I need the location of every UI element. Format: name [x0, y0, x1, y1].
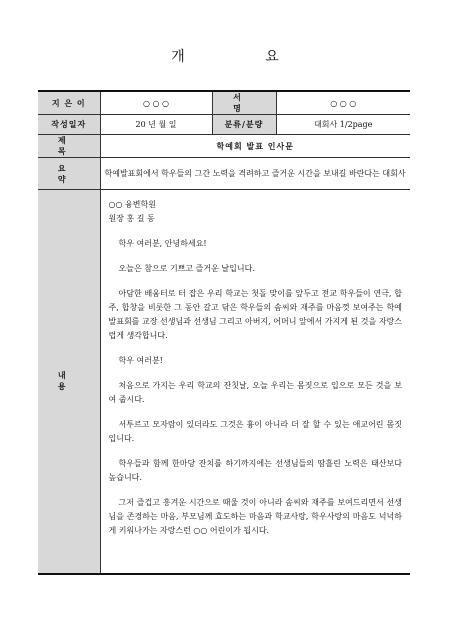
reader-label: 서 명: [212, 91, 276, 115]
content-paragraph: 처음으로 가지는 우리 학교의 잔칫날, 오늘 우리는 몸짓으로 입으로 모든 것을 보여 줍시다.: [108, 381, 402, 404]
subject-value: 학예회 발표 인사문: [100, 135, 410, 158]
date-row: [38, 115, 410, 135]
category-value: 대회사 1/2page: [276, 115, 410, 135]
reader-value: ○ ○ ○: [276, 91, 410, 115]
document-title: 개 요: [171, 49, 317, 65]
category-label: 분류/분량: [212, 115, 276, 135]
content-row: [38, 190, 410, 574]
content-paragraph: 그저 즐겁고 흥겨운 시간으로 때울 것이 아니라 솜씨와 재주를 보여드리면서 선생님을 존경하는 마음, 부모님께 효도하는 마음과 학교사랑, 학우사랑의 마음도 넉넉하게 키워나가는 자랑스런 ○○ 어린이가 됩시다.: [108, 498, 402, 535]
subject-row: [38, 135, 410, 158]
content-paragraph: 학우 여러분, 안녕하세요!: [118, 239, 207, 248]
content-org-line: ○○ 융변학원: [108, 200, 156, 209]
date-label: 작성일자: [38, 115, 100, 135]
summary-row: [38, 158, 410, 190]
summary-value: 학예발표회에서 학우들의 그간 노력을 격려하고 즐거운 시간을 보내길 바란다는 대회사: [100, 158, 410, 190]
content-paragraph: 학우들과 함께 한마당 잔치를 하기까지에는 선생님들의 땀흘린 노력은 태산보다 높습니다.: [108, 459, 402, 482]
content-author-line: 원장 홍 길 동: [108, 214, 155, 223]
content-body: [100, 190, 410, 574]
content-paragraph: 학우 여러분!: [118, 356, 163, 365]
author-label: 지 은 이: [38, 91, 100, 115]
author-row: [38, 91, 410, 115]
content-label: 내 용: [38, 190, 100, 574]
subject-label: 제 목: [38, 135, 100, 158]
summary-label: 요 약: [38, 158, 100, 190]
content-paragraph: 서투르고 모자람이 있더라도 그것은 흉이 아니라 더 잘 할 수 있는 애교어린 몸짓입니다.: [108, 420, 402, 443]
content-paragraph: 아담한 배움터로 터 잡은 우리 학교는 첫돌 맞이를 앞두고 전교 학우들이 연극, 합주, 합창을 비롯한 그 동안 갈고 닦은 학우들의 솜씨와 재주를 마음껏 보여주는 학예 발표회를 교장 선생님과 선생님 그리고 아버지, 어머니 앞에서 가지게 된 것을 자랑스럽게 생각합니다.: [108, 289, 402, 340]
author-value: ○ ○ ○: [100, 91, 212, 115]
overview-form-table: [38, 90, 410, 575]
date-value: 20 년 월 일: [100, 115, 212, 135]
content-paragraph: 오늘은 참으로 기쁘고 즐거운 날입니다.: [118, 264, 255, 273]
